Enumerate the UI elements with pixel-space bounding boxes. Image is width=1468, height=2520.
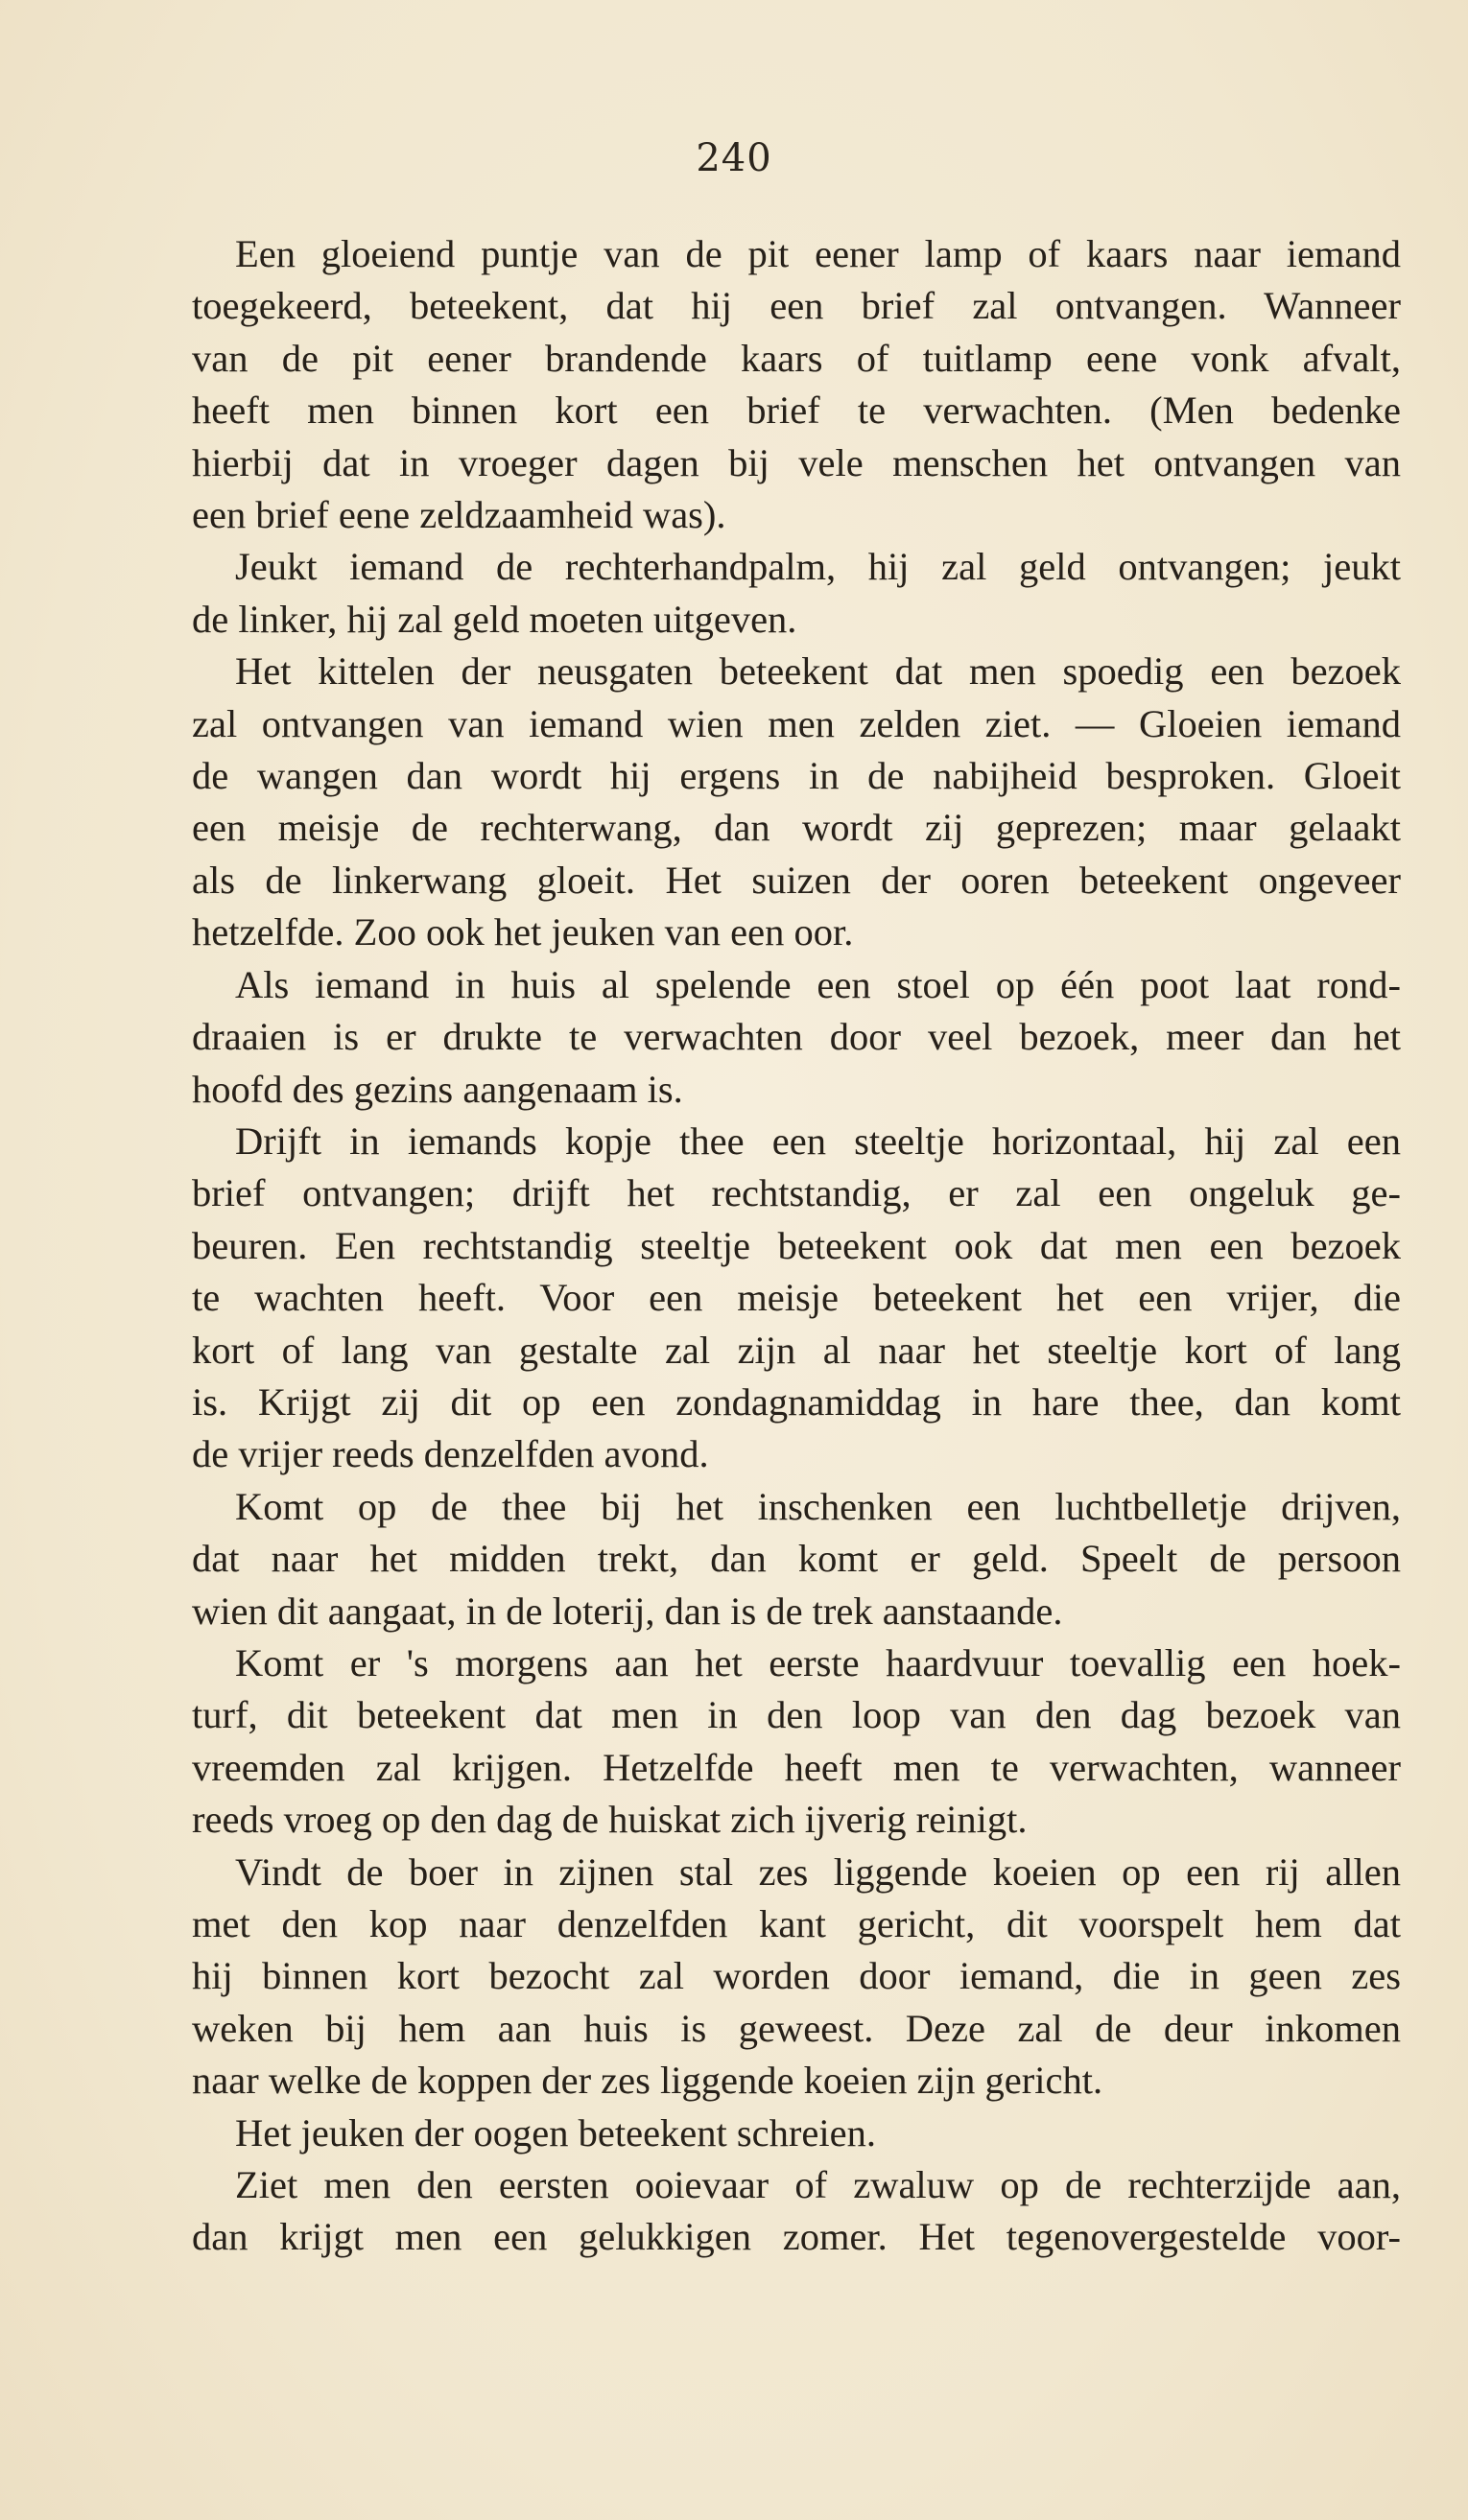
text-line: wien dit aangaat, in de loterij, dan is de trek aanstaande. [192,1589,1063,1633]
text-line: turf, dit beteekent dat men in den loop van den dag bezoek van [192,1693,1401,1737]
text-line: dat naar het midden trekt, dan komt er geld. Speelt de persoon [192,1537,1401,1581]
text-line: hetzelfde. Zoo ook het jeuken van een oor. [192,910,854,954]
text-line: beuren. Een rechtstandig steeltje beteekent ook dat men een bezoek [192,1223,1401,1267]
text-line: Drijft in iemands kopje thee een steeltje horizontaal, hij zal een [235,1119,1401,1163]
text-line: Ziet men den eersten ooievaar of zwaluw op de rechterzijde aan, [235,2163,1401,2207]
text-line: Het kittelen der neusgaten beteekent dat men spoedig een bezoek [235,649,1401,694]
text-line: Komt er 's morgens aan het eerste haardvuur toevallig een hoek- [235,1640,1401,1684]
text-line: een meisje de rechterwang, dan wordt zij geprezen; maar gelaakt [192,806,1401,850]
text-line: dan krijgt men een gelukkigen zomer. Het tegenovergestelde voor- [192,2215,1401,2259]
body-text [192,228,1401,2264]
text-line: Een gloeiend puntje van de pit eener lamp of kaars naar iemand [235,232,1401,275]
text-line: Als iemand in huis al spelende een stoel op één poot laat rond- [235,962,1401,1006]
text-line: toegekeerd, beteekent, dat hij een brief zal ontvangen. Wanneer [192,284,1401,328]
text-line: reeds vroeg op den dag de huiskat zich ijverig reinigt. [192,1798,1028,1842]
text-line: heeft men binnen kort een brief te verwachten. (Men bedenke [192,389,1401,433]
text-line: de wangen dan wordt hij ergens in de nabijheid besproken. Gloeit [192,754,1401,798]
text-line: kort of lang van gestalte zal zijn al naar het steeltje kort of lang [192,1328,1401,1372]
text-line: hoofd des gezins aangenaam is. [192,1067,683,1111]
text-line: vreemden zal krijgen. Hetzelfde heeft men te verwachten, wanneer [192,1745,1401,1789]
text-line: hierbij dat in vroeger dagen bij vele menschen het ontvangen van [192,440,1401,484]
text-line: Jeukt iemand de rechterhandpalm, hij zal geld ontvangen; jeukt [235,545,1401,589]
text-line: een brief eene zeldzaamheid was). [192,493,726,537]
text-line: te wachten heeft. Voor een meisje beteekent het een vrijer, die [192,1276,1401,1320]
text-line: van de pit eener brandende kaars of tuitlamp eene vonk afvalt, [192,336,1401,380]
text-line: Komt op de thee bij het inschenken een luchtbelletje drijven, [235,1484,1401,1528]
text-line: is. Krijgt zij dit op een zondagnamiddag in hare thee, dan komt [192,1379,1401,1424]
text-line: Het jeuken der oogen beteekent schreien. [235,2110,876,2155]
text-line: weken bij hem aan huis is geweest. Deze zal de deur inkomen [192,2006,1401,2050]
text-line: als de linkerwang gloeit. Het suizen der ooren beteekent ongeveer [192,858,1401,902]
text-line: zal ontvangen van iemand wien men zelden ziet. — Gloeien iemand [192,701,1401,745]
page-number: 240 [696,136,772,180]
text-line: draaien is er drukte te verwachten door veel bezoek, meer dan het [192,1015,1401,1059]
text-line: de linker, hij zal geld moeten uitgeven. [192,597,797,641]
text-line: brief ontvangen; drijft het rechtstandig, er zal een ongeluk ge- [192,1171,1401,1215]
text-line: Vindt de boer in zijnen stal zes liggende koeien op een rij allen [235,1849,1401,1894]
text-line: hij binnen kort bezocht zal worden door iemand, die in geen zes [192,1954,1401,1998]
text-line: de vrijer reeds denzelfden avond. [192,1432,709,1476]
text-line: met den kop naar denzelfden kant gericht, dit voorspelt hem dat [192,1902,1401,1945]
text-line: naar welke de koppen der zes liggende koeien zijn gericht. [192,2059,1103,2103]
